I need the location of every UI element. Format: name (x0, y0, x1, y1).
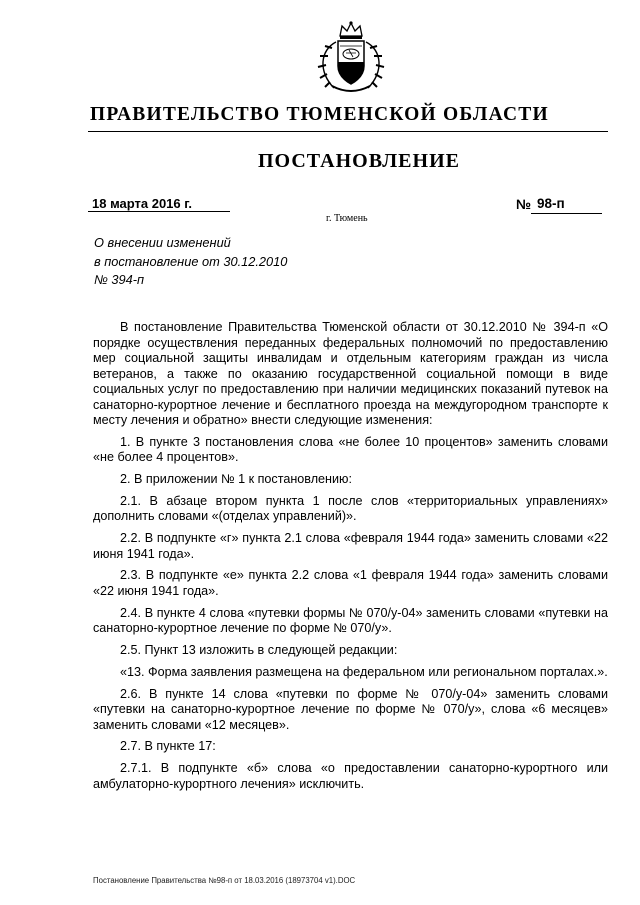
document-number: 98-п (537, 196, 565, 211)
document-body (93, 320, 608, 799)
tyumen-coat-of-arms-icon (306, 20, 396, 94)
title-divider (88, 131, 608, 132)
body-paragraph: В постановление Правительства Тюменской области от 30.12.2010 № 394-п «О порядке осуществления переданных федеральных полномочий по предоставлению мер социальной защиты инвалидам и отдельным категориям граждан из числа ветеранов, а также по оказанию государственной социальной помощи в виде социальных услуг по предоставлению при наличии медицинских показаний путевок на санаторно-курортное лечение и бесплатного проезда на междугородном транспорте к месту лечения и обратно» внести следующие изменения: (93, 320, 608, 427)
document-type: ПОСТАНОВЛЕНИЕ (258, 150, 460, 172)
subject-line: № 394-п (94, 272, 145, 287)
footer-filename: Постановление Правительства №98-п от 18.03.2016 (18973704 v1).DOC (93, 876, 356, 885)
number-label: № (516, 197, 532, 212)
body-paragraph: 2.4. В пункте 4 слова «путевки формы № 070/у-04» заменить словами «путевки на санаторно-курортное лечение по форме № 070/у». (93, 605, 608, 636)
body-paragraph: 2.1. В абзаце втором пункта 1 после слов «территориальных управлениях» дополнить словами «(отделах управлений)». (93, 493, 608, 524)
body-paragraph: 1. В пункте 3 постановления слова «не более 10 процентов» заменить словами «не более 4 процентов». (93, 434, 608, 465)
subject-line: в постановление от 30.12.2010 (94, 253, 288, 269)
subject-line: О внесении изменений (94, 235, 231, 250)
body-paragraph: 2.6. В пункте 14 слова «путевки по форме № 070/у-04» заменить словами «путевки на санаторно-курортное лечение по форме № 070/у», слова «6 месяцев» заменить словами «12 месяцев». (93, 686, 608, 732)
body-paragraph: 2.7.1. В подпункте «б» слова «о предоставлении санаторно-курортного или амбулаторно-курортного лечения» исключить. (93, 761, 608, 791)
number-underline (531, 213, 602, 214)
body-paragraph: 2. В приложении № 1 к постановлению: (120, 472, 352, 487)
date-underline (88, 211, 230, 212)
body-paragraph: 2.7. В пункте 17: (120, 739, 216, 754)
city: г. Тюмень (326, 213, 368, 224)
body-paragraph: «13. Форма заявления размещена на федеральном или региональном порталах.». (120, 664, 608, 679)
government-title: ПРАВИТЕЛЬСТВО ТЮМЕНСКОЙ ОБЛАСТИ (90, 104, 549, 125)
body-paragraph: 2.2. В подпункте «г» пункта 2.1 слова «февраля 1944 года» заменить словами «22 июня 1941 года». (93, 531, 608, 561)
document-subject (94, 234, 287, 290)
body-paragraph: 2.5. Пункт 13 изложить в следующей редакции: (120, 643, 398, 658)
document-date: 18 марта 2016 г. (92, 196, 192, 211)
body-paragraph: 2.3. В подпункте «е» пункта 2.2 слова «1 февраля 1944 года» заменить словами «22 июня 1941 года». (93, 568, 608, 598)
